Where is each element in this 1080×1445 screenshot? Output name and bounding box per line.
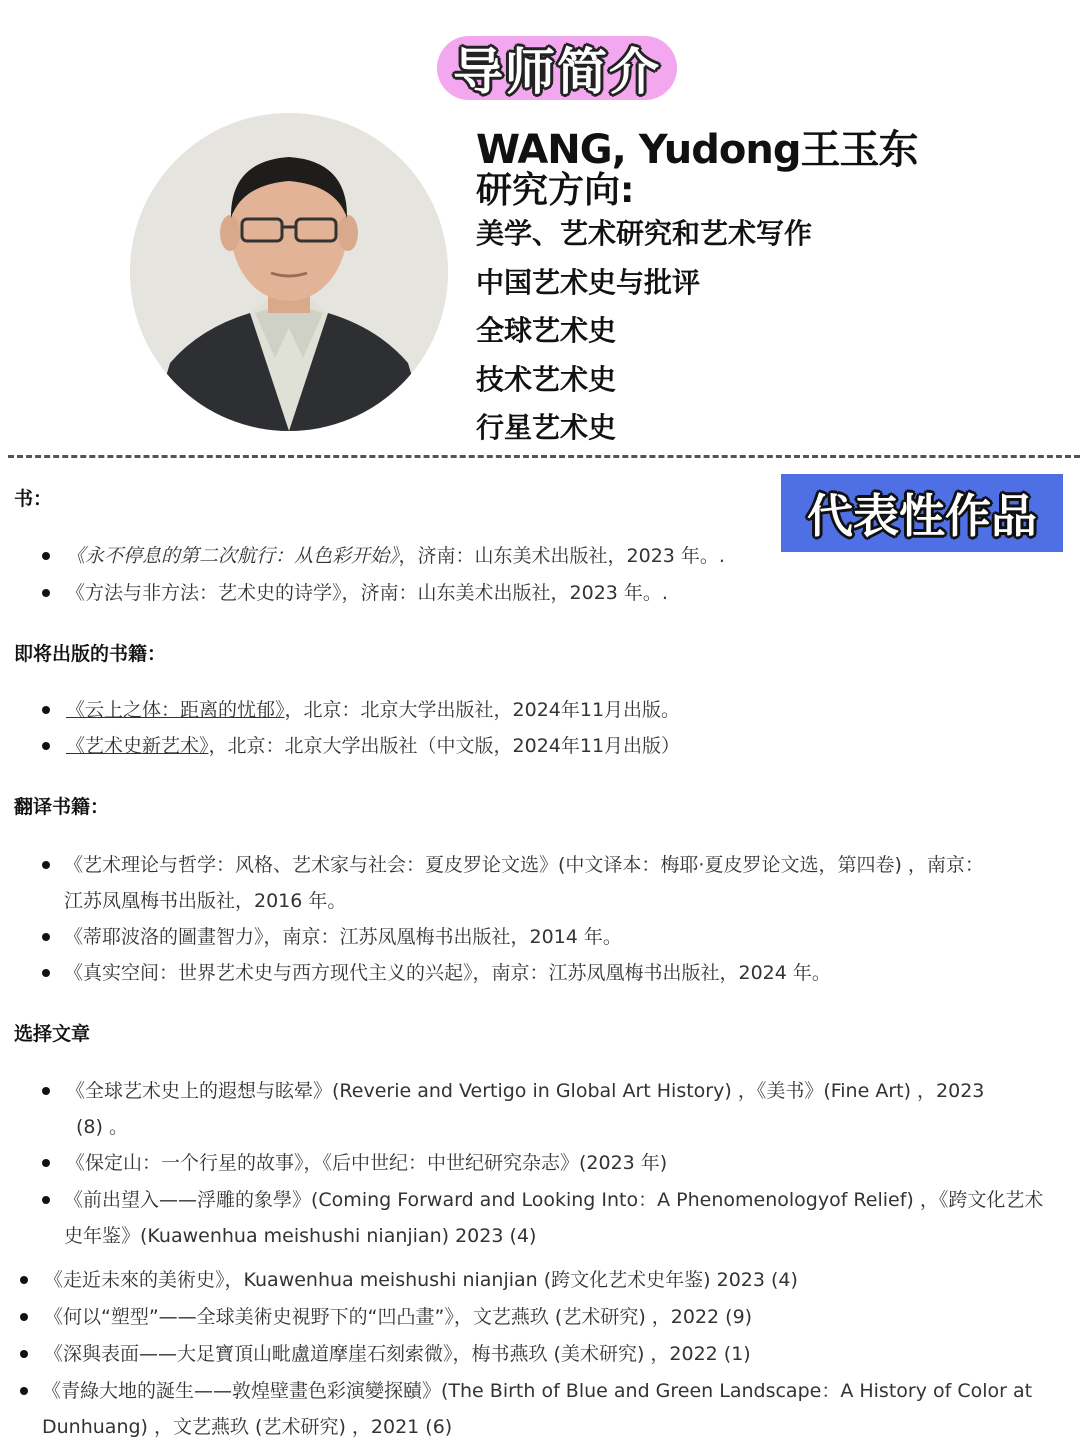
list-item bbox=[44, 1262, 1064, 1298]
book-title-link[interactable]: 《艺术史新艺术》 bbox=[66, 735, 209, 757]
bullet bbox=[42, 1087, 50, 1095]
section-heading-books: 书： bbox=[14, 488, 53, 510]
list-item bbox=[64, 955, 1064, 991]
bullet bbox=[20, 1313, 28, 1321]
section-heading-upcoming: 即将出版的书籍： bbox=[14, 643, 167, 665]
list-item bbox=[64, 847, 1064, 919]
book-title-link[interactable]: 《云上之体：距离的忧郁》 bbox=[66, 699, 285, 721]
book-details: ，北京：北京大学出版社，2024年11月出版。 bbox=[284, 699, 681, 721]
entry-line: 《青綠大地的誕生——敦煌壁畫色彩演變探賾》(The Birth of Blue and Green Landscape：A History of Color at bbox=[42, 1380, 1033, 1402]
list-item bbox=[66, 1073, 1056, 1145]
bullet bbox=[20, 1387, 28, 1395]
list-item bbox=[44, 1299, 1064, 1335]
book-details: ，济南：山东美术出版社，2023 年。. bbox=[341, 582, 668, 604]
entry-line: Dunhuang) ，文艺燕玖 (艺术研究) ，2021 (6) bbox=[42, 1416, 453, 1438]
bullet bbox=[42, 552, 50, 560]
bullet bbox=[42, 1196, 50, 1204]
entry-line: 《全球艺术史上的遐想与眩晕》(Reverie and Vertigo in Global Art History) ，《美书》(Fine Art) ，2023 bbox=[66, 1080, 985, 1102]
bullet bbox=[42, 706, 50, 714]
research-direction-item: 行星艺术史 bbox=[476, 411, 617, 444]
works-badge-label: 代表性作品 bbox=[807, 489, 1037, 543]
portrait-photo bbox=[130, 113, 448, 431]
entry-line: 《前出望入——浮雕的象學》(Coming Forward and Looking Into：A Phenomenologyof Relief) ，《跨文化艺术 bbox=[64, 1189, 1044, 1211]
research-direction-heading: 研究方向: bbox=[476, 170, 635, 211]
list-item bbox=[42, 1373, 1072, 1445]
research-direction-item: 美学、艺术研究和艺术写作 bbox=[476, 217, 813, 250]
list-item bbox=[66, 692, 1026, 728]
book-details: ，北京：北京大学出版社（中文版，2024年11月出版） bbox=[208, 735, 681, 757]
entry-line: 《何以“塑型”——全球美術史視野下的“凹凸畫”》，文艺燕玖 (艺术研究) ，2022 (9) bbox=[44, 1306, 753, 1328]
bullet bbox=[42, 933, 50, 941]
dashed-divider bbox=[8, 455, 1080, 458]
page-title: 导师简介 bbox=[453, 43, 661, 101]
list-item bbox=[66, 538, 826, 574]
page-title-badge bbox=[437, 36, 677, 100]
bullet bbox=[42, 861, 50, 869]
research-direction-item: 中国艺术史与批评 bbox=[476, 265, 701, 299]
research-direction-item: 全球艺术史 bbox=[476, 314, 617, 347]
entry-line: 《深與表面——大足寶頂山毗盧道摩崖石刻索微》，梅书燕玖 (美术研究) ，2022 (1) bbox=[44, 1343, 751, 1365]
entry-line: 《真实空间：世界艺术史与西方现代主义的兴起》，南京：江苏凤凰梅书出版社，2024 年。 bbox=[64, 962, 831, 984]
entry-line: 《走近未來的美術史》，Kuawenhua meishushi nianjian (跨文化艺术史年鉴) 2023 (4) bbox=[44, 1269, 798, 1291]
list-item bbox=[44, 1336, 1064, 1372]
entry-line: 江苏凤凰梅书出版社，2016 年。 bbox=[64, 890, 347, 912]
bullet bbox=[42, 742, 50, 750]
bullet bbox=[42, 969, 50, 977]
entry-line: 《保定山：一个行星的故事》，《后中世纪：中世纪研究杂志》(2023 年) bbox=[66, 1152, 668, 1174]
research-direction-item: 技术艺术史 bbox=[476, 362, 617, 396]
section-heading-articles: 选择文章 bbox=[14, 1023, 91, 1045]
bullet bbox=[20, 1276, 28, 1284]
bullet bbox=[20, 1350, 28, 1358]
research-direction-list bbox=[476, 212, 812, 455]
entry-line: 《艺术理论与哲学：风格、艺术家与社会：夏皮罗论文选》(中文译本：梅耶·夏皮罗论文选，第四卷) ，南京： bbox=[64, 854, 984, 876]
entry-line: 《蒂耶波洛的圖畫智力》，南京：江苏凤凰梅书出版社，2014 年。 bbox=[64, 926, 622, 948]
entry-line: (8) 。 bbox=[76, 1116, 128, 1138]
list-item bbox=[66, 575, 826, 611]
list-item bbox=[66, 1145, 1056, 1181]
book-details: ，济南：山东美术出版社，2023 年。. bbox=[398, 545, 725, 567]
bullet bbox=[42, 1159, 50, 1167]
entry-line: 史年鉴》(Kuawenhua meishushi nianjian) 2023 (4) bbox=[64, 1225, 537, 1247]
list-item bbox=[64, 919, 1064, 955]
book-title: 《方法与非方法：艺术史的诗学》 bbox=[66, 582, 342, 604]
section-heading-translations: 翻译书籍： bbox=[14, 796, 110, 818]
list-item bbox=[64, 1182, 1074, 1254]
book-title: 《永不停息的第二次航行：从色彩开始》 bbox=[66, 545, 399, 567]
list-item bbox=[66, 728, 1026, 764]
mentor-name: WANG, Yudong王玉东 bbox=[476, 127, 918, 173]
bullet bbox=[42, 589, 50, 597]
